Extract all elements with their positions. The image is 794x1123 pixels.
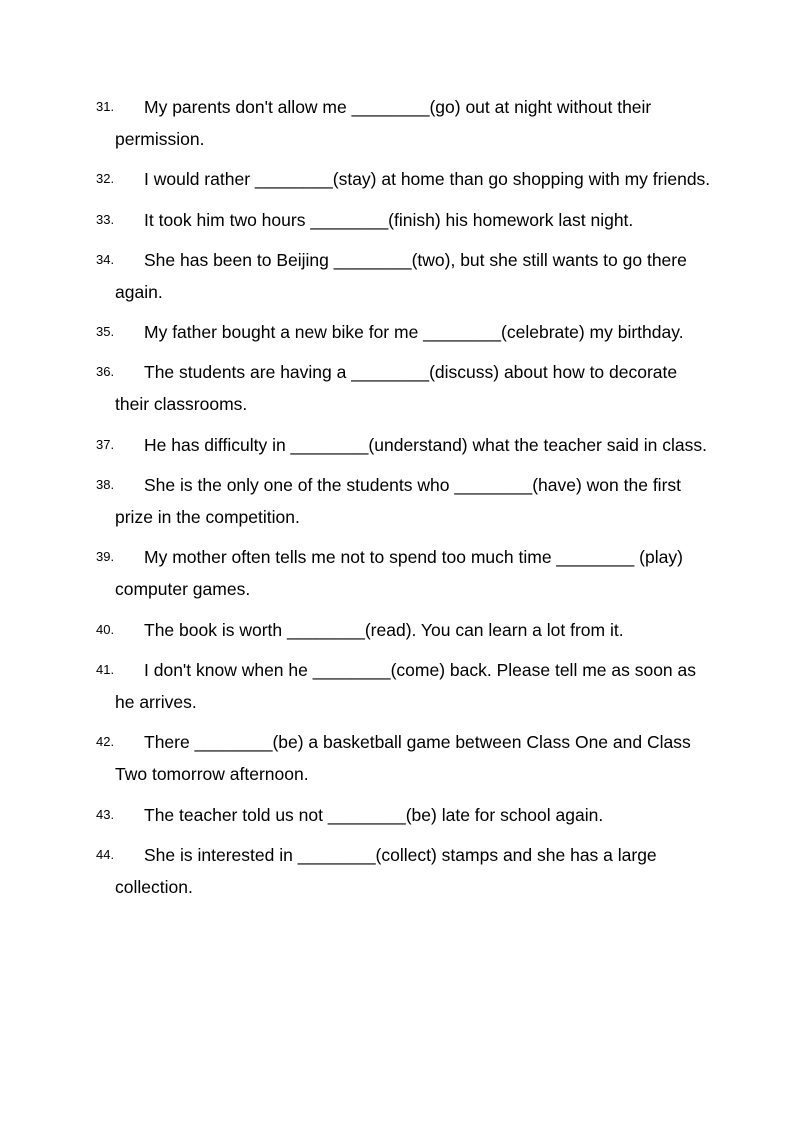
question-text: The book is worth ________(read). You can learn a lot from it. — [144, 619, 624, 640]
question-number: 35. — [96, 324, 115, 340]
question-text: My father bought a new bike for me ________(celebrate) my birthday. — [144, 322, 684, 343]
question-number: 42. — [96, 734, 115, 750]
question-list — [96, 91, 711, 911]
question-text: I would rather ________(stay) at home than go shopping with my friends. — [144, 169, 711, 190]
question-number: 44. — [96, 846, 115, 862]
question-number: 31. — [96, 99, 115, 114]
question-text: He has difficulty in ________(understand) what the teacher said in class. — [144, 434, 707, 455]
question-text: I don't know when he ________(come) back. Please tell me as soon as he arrives. — [115, 659, 697, 712]
question-item — [96, 429, 711, 461]
question-number: 39. — [96, 549, 115, 565]
question-number: 40. — [96, 621, 115, 637]
question-text: There ________(be) a basketball game between Class One and Class Two tomorrow afternoon. — [115, 732, 691, 785]
question-item — [96, 614, 711, 646]
question-item — [96, 316, 711, 348]
question-text: She is the only one of the students who ________(have) won the first prize in the competition. — [115, 475, 682, 528]
question-text: My parents don't allow me ________(go) out at night without their permission. — [115, 97, 652, 149]
question-text: The teacher told us not ________(be) late for school again. — [144, 804, 604, 825]
question-number: 38. — [96, 477, 115, 493]
question-item — [96, 91, 711, 155]
question-number: 41. — [96, 661, 115, 677]
question-number: 32. — [96, 171, 115, 187]
question-item — [96, 726, 711, 790]
question-item — [96, 163, 711, 195]
question-number: 34. — [96, 251, 115, 267]
question-number: 37. — [96, 436, 115, 452]
question-text: The students are having a ________(discuss) about how to decorate their classrooms. — [115, 362, 678, 415]
question-item — [96, 469, 711, 533]
question-item — [96, 244, 711, 308]
question-item — [96, 839, 711, 903]
question-item — [96, 356, 711, 420]
question-text: She is interested in ________(collect) stamps and she has a large collection. — [115, 844, 657, 897]
question-item — [96, 204, 711, 236]
question-number: 33. — [96, 211, 115, 227]
question-text: She has been to Beijing ________(two), but she still wants to go there again. — [115, 249, 687, 302]
question-number: 36. — [96, 364, 115, 380]
question-number: 43. — [96, 806, 115, 822]
question-item — [96, 541, 711, 605]
question-item — [96, 799, 711, 831]
question-text: My mother often tells me not to spend too much time ________ (play) computer games. — [115, 547, 683, 600]
question-text: It took him two hours ________(finish) his homework last night. — [144, 209, 634, 230]
question-item — [96, 654, 711, 718]
